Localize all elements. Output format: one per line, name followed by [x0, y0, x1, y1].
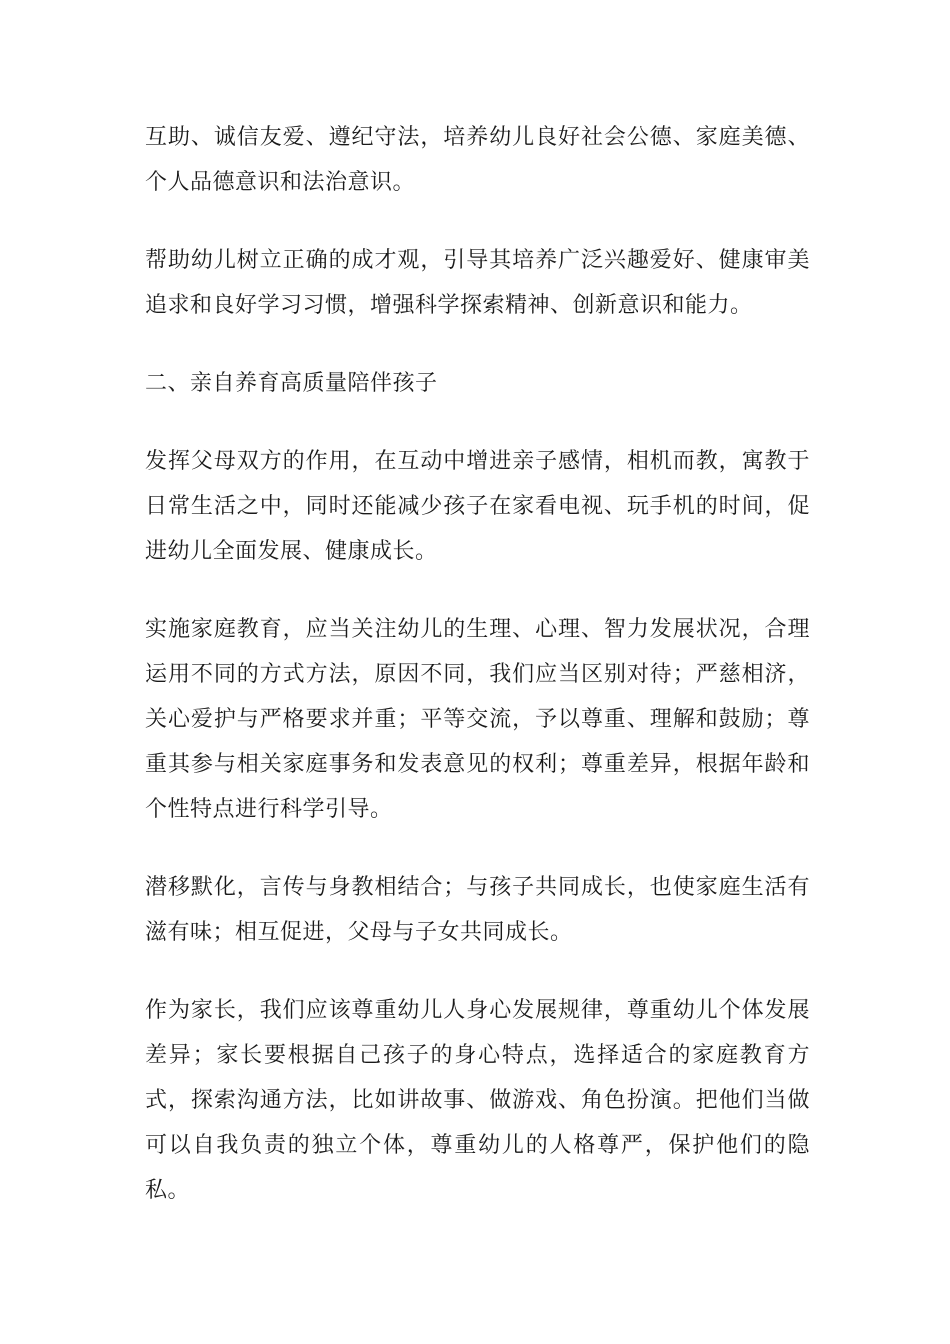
paragraph-respect-development: 作为家长，我们应该尊重幼儿人身心发展规律，尊重幼儿个体发展差异；家长要根据自己孩子的身心特点，选择适合的家庭教育方式，探索沟通方法，比如讲故事、做游戏、角色扮演。把他们当做可以自我负责的独立个体，尊重幼儿的人格尊严，保护他们的隐私。	[145, 998, 810, 1203]
paragraph-parent-roles: 发挥父母双方的作用，在互动中增进亲子感情，相机而教，寓教于日常生活之中，同时还能减少孩子在家看电视、玩手机的时间，促进幼儿全面发展、健康成长。	[145, 449, 810, 564]
section-heading: 二、亲自养育高质量陪伴孩子	[145, 371, 438, 396]
paragraph-family-education: 实施家庭教育，应当关注幼儿的生理、心理、智力发展状况，合理运用不同的方式方法，原因不同，我们应当区别对待；严慈相济，关心爱护与严格要求并重；平等交流，予以尊重、理解和鼓励；尊重其参与相关家庭事务和发表意见的权利；尊重差异，根据年龄和个性特点进行科学引导。	[145, 617, 810, 822]
paragraph-lead-by-example: 潜移默化，言传与身教相结合；与孩子共同成长，也使家庭生活有滋有味；相互促进，父母与子女共同成长。	[145, 875, 810, 945]
document-body	[145, 115, 810, 1246]
paragraph-talent-view: 帮助幼儿树立正确的成才观，引导其培养广泛兴趣爱好、健康审美追求和良好学习习惯，增强科学探索精神、创新意识和能力。	[145, 248, 810, 318]
paragraph-moral-education: 互助、诚信友爱、遵纪守法，培养幼儿良好社会公德、家庭美德、个人品德意识和法治意识。	[145, 125, 810, 195]
